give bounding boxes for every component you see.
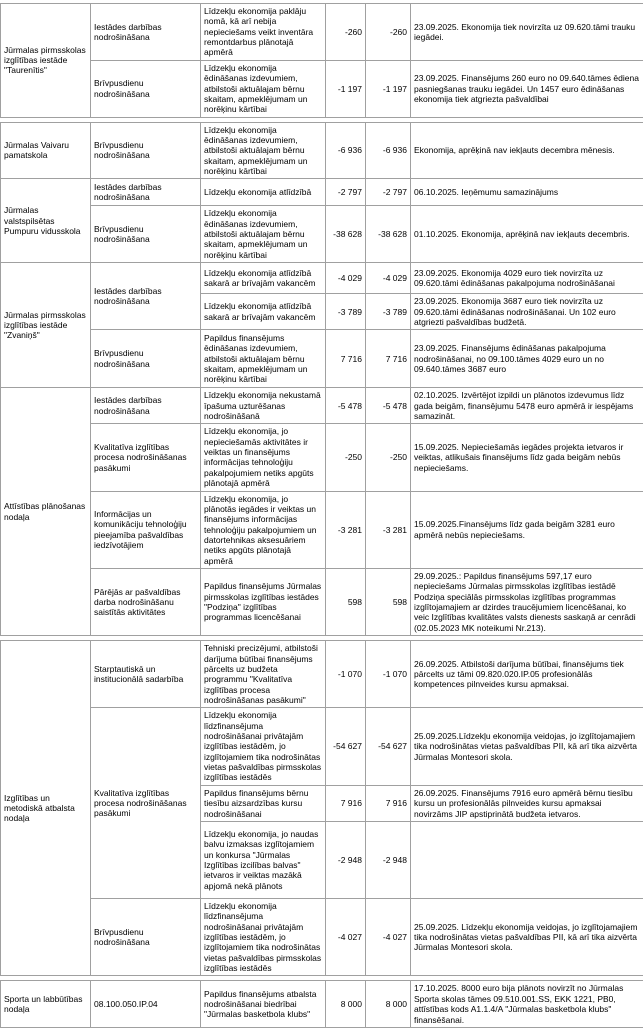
org-cell: Jūrmalas pirmsskolas izglītības iestāde "Zvaniņš" [1,263,91,388]
description-cell: Līdzekļu ekonomija atlīdzībā [201,179,326,206]
description-cell: Papildus finansējums ēdināšanas izdevumiem, atbilstoši aktuālajam bērnu skaitam, apmeklējumam un norēķinu kārtībai [201,330,326,388]
section-zvanins [1,263,643,388]
table-row [1,388,643,424]
table-row [1,708,643,786]
amount-cell: -1 070 [326,641,366,708]
amount-cell: -6 936 [366,122,411,179]
budget-amendments-table [0,3,643,1028]
amount-cell: -250 [366,424,411,491]
amount-cell: -1 197 [326,60,366,117]
section-izglitibas [1,641,643,976]
description-cell: Līdzekļu ekonomija, jo plānotās iegādes ir veiktas un finansējums informācijas tehnoloģiju pakalpojumiem un datortehnikas aksesuāriem netiks apgūts plānotajā apmērā [201,491,326,569]
description-cell: Līdzekļu ekonomija nekustamā īpašuma uzturēšanas nodrošināšanā [201,388,326,424]
amount-cell: -3 281 [326,491,366,569]
amount-cell: -1 197 [366,60,411,117]
section-sporta [1,981,643,1027]
amount-cell: 7 916 [366,785,411,821]
org-cell: Sporta un labbūtības nodaļa [1,981,91,1027]
description-cell: Līdzekļu ekonomija ēdināšanas izdevumiem, atbilstoši aktuālajam bērnu skaitam, apmeklējumam un norēķinu kārtībai [201,60,326,117]
comment-cell: 17.10.2025. 8000 euro bija plānots novirzīt no Jūrmalas Sporta skolas tāmes 09.510.001.SS, EKK 1221, PB0, attīstības kods A1.1.4/A "Jūrmalas basketbola klubs" finansēšanai. [411,981,643,1027]
amount-cell: 7 716 [326,330,366,388]
description-cell: Līdzekļu ekonomija līdzfinansējuma nodrošināšanai privātajām izglītības iestādēm, jo izglītojamiem tika nodrošinātas vietas pašvaldības pirmsskolas izglītības iestādēs [201,708,326,786]
section-taurenitis [1,4,643,118]
description-cell: Līdzekļu ekonomija, jo naudas balvu izmaksas izglītojamiem un konkursa "Jūrmalas Izglītības izcilības balvas" ietvaros ir veiktas mazākā apjomā nekā plānots [201,821,326,898]
program-cell: Brīvpusdienu nodrošināšana [91,122,201,179]
amount-cell: -54 627 [326,708,366,786]
table-row [1,569,643,636]
program-cell: Informācijas un komunikāciju tehnoloģiju pieejamība pašvaldības iedzīvotājiem [91,491,201,569]
comment-cell: Ekonomija, aprēķinā nav iekļauts decembra mēnesis. [411,122,643,179]
comment-cell: 15.09.2025.Finansējums līdz gada beigām 3281 euro apmērā nebūs nepieciešams. [411,491,643,569]
program-cell: Iestādes darbības nodrošināšana [91,263,201,330]
table-row [1,122,643,179]
comment-cell: 26.09.2025. Atbilstoši darījuma būtībai, finansējums tiek pārcelts uz tāmi 09.820.020.IP.05 profesionālās kompetences pilnveides kursu apmaksai. [411,641,643,708]
comment-cell: 02.10.2025. Izvērtējot izpildi un plānotos izdevumus līdz gada beigām, finansējumu 5478 euro apmērā ir iespējams samazināt. [411,388,643,424]
section-pumpuru [1,179,643,263]
program-cell: 08.100.050.IP.04 [91,981,201,1027]
comment-cell: 23.09.2025. Ekonomija 4029 euro tiek novirzīta uz 09.620.tāmi ēdināšanas pakalpojuma nodrošināšanai [411,263,643,294]
comment-cell: 23.09.2025. Ekonomija 3687 euro tiek novirzīta uz 09.620.tāmi ēdināšanas nodrošināšanai. Un 102 euro atgriezti pašvaldības budžetā. [411,294,643,330]
description-cell: Līdzekļu ekonomija atlīdzībā sakarā ar brīvajām vakancēm [201,294,326,330]
amount-cell: -5 478 [366,388,411,424]
org-cell: Izglītības un metodiskā atbalsta nodaļa [1,641,91,976]
table-row [1,491,643,569]
section-attistibas [1,388,643,636]
program-cell: Iestādes darbības nodrošināšana [91,179,201,206]
description-cell: Līdzekļu ekonomija paklāju nomā, kā arī nebija nepieciešams veikt inventāra remontdarbus plānotajā apmērā [201,4,326,61]
program-cell: Iestādes darbības nodrošināšana [91,4,201,61]
amount-cell: -4 029 [366,263,411,294]
amount-cell: -260 [366,4,411,61]
org-cell: Jūrmalas pirmsskolas izglītības iestāde "Taurenītis" [1,4,91,118]
amount-cell: -260 [326,4,366,61]
program-cell: Kvalitatīva izglītības procesa nodrošināšanas pasākumi [91,708,201,899]
amount-cell: 8 000 [366,981,411,1027]
org-cell: Attīstības plānošanas nodaļa [1,388,91,636]
program-cell: Brīvpusdienu nodrošināšana [91,60,201,117]
table-row [1,641,643,708]
amount-cell: -5 478 [326,388,366,424]
description-cell: Papildus finansējums bērnu tiesību aizsardzības kursu nodrošināšanai [201,785,326,821]
description-cell: Līdzekļu ekonomija atlīdzībā sakarā ar brīvajām vakancēm [201,263,326,294]
table-row [1,981,643,1027]
amount-cell: 8 000 [326,981,366,1027]
amount-cell: -2 797 [366,179,411,206]
amount-cell: -3 789 [326,294,366,330]
amount-cell: -1 070 [366,641,411,708]
program-cell: Brīvpusdienu nodrošināšana [91,330,201,388]
description-cell: Papildus finansējums Jūrmalas pirmsskolas izglītības iestādes "Podziņa" izglītības programmas licencēšanai [201,569,326,636]
amount-cell: -3 789 [366,294,411,330]
amount-cell: -38 628 [366,206,411,263]
amount-cell: -54 627 [366,708,411,786]
comment-cell [411,821,643,898]
description-cell: Papildus finansējums atbalsta nodrošināšanai biedrībai "Jūrmalas basketbola klubs" [201,981,326,1027]
comment-cell: 29.09.2025.: Papildus finansējums 597,17 euro nepieciešams Jūrmalas pirmsskolas izglītības iestādē Podziņa speciālās pirmsskolas izglītības programmas izglītojamajiem ar dzirdes traucējumiem licencēšanai, ko veic Izglītības kvalitātes valsts dienests saskaņā ar cenrādi (02.05.2023 MK noteikumi Nr.213). [411,569,643,636]
amount-cell: -250 [326,424,366,491]
table-row [1,179,643,206]
comment-cell: 25.09.2025.Līdzekļu ekonomija veidojas, jo izglītojamajiem tika nodrošinātas vietas pašvaldības PII, kā arī tika aizvērta Jūrmalas Montesori skola. [411,708,643,786]
comment-cell: 06.10.2025. Ieņēmumu samazinājums [411,179,643,206]
program-cell: Pārējās ar pašvaldības darba nodrošināšanu saistītās aktivitātes [91,569,201,636]
table-row [1,4,643,61]
program-cell: Iestādes darbības nodrošināšana [91,388,201,424]
program-cell: Kvalitatīva izglītības procesa nodrošināšanas pasākumi [91,424,201,491]
amount-cell: -4 029 [326,263,366,294]
org-cell: Jūrmalas valstspilsētas Pumpuru vidusskola [1,179,91,263]
table-row [1,206,643,263]
description-cell: Līdzekļu ekonomija līdzfinansējuma nodrošināšanai privātajām izglītības iestādēm, jo izglītojamiem tika nodrošinātas vietas pašvaldības pirmsskolas izglītības iestādēs [201,898,326,976]
amount-cell: -2 948 [326,821,366,898]
comment-cell: 15.09.2025. Nepieciešamās iegādes projekta ietvaros ir veiktas, atlikušais finansējums līdz gada beigām nebūs nepieciešams. [411,424,643,491]
program-cell: Brīvpusdienu nodrošināšana [91,898,201,976]
amount-cell: -4 027 [366,898,411,976]
amount-cell: -4 027 [326,898,366,976]
table-row [1,263,643,294]
amount-cell: -2 797 [326,179,366,206]
description-cell: Līdzekļu ekonomija ēdināšanas izdevumiem, atbilstoši aktuālajam bērnu skaitam, apmeklējumam un norēķinu kārtībai [201,122,326,179]
program-cell: Starptautiskā un institucionālā sadarbība [91,641,201,708]
program-cell: Brīvpusdienu nodrošināšana [91,206,201,263]
description-cell: Līdzekļu ekonomija ēdināšanas izdevumiem, atbilstoši aktuālajam bērnu skaitam, apmeklējumam un norēķinu kārtībai [201,206,326,263]
comment-cell: 23.09.2025. Ekonomija tiek novirzīta uz 09.620.tāmi trauku iegādei. [411,4,643,61]
section-vaivaru [1,122,643,179]
table-row [1,424,643,491]
comment-cell: 23.09.2025. Finansējums 260 euro no 09.640.tāmes ēdiena pasniegšanas trauku iegādei. Un 1457 euro ēdināšanas ekonomija tiek atgriezta pašvaldībai [411,60,643,117]
amount-cell: 598 [326,569,366,636]
comment-cell: 25.09.2025. Līdzekļu ekonomija veidojas, jo izglītojamajiem tika nodrošinātas vietas pašvaldības PII, kā arī tika aizvērta Jūrmalas Montesori skola. [411,898,643,976]
org-cell: Jūrmalas Vaivaru pamatskola [1,122,91,179]
table-row [1,898,643,976]
amount-cell: -38 628 [326,206,366,263]
comment-cell: 01.10.2025. Ekonomija, aprēķinā nav iekļauts decembris. [411,206,643,263]
amount-cell: 7 716 [366,330,411,388]
amount-cell: -6 936 [326,122,366,179]
amount-cell: -3 281 [366,491,411,569]
amount-cell: -2 948 [366,821,411,898]
table-row [1,60,643,117]
table-row [1,330,643,388]
description-cell: Līdzekļu ekonomija, jo nepieciešamās aktivitātes ir veiktas un finansējums informācijas tehnoloģiju pakalpojumiem netiks apgūts plānotajā apmērā [201,424,326,491]
amount-cell: 7 916 [326,785,366,821]
amount-cell: 598 [366,569,411,636]
description-cell: Tehniski precizējumi, atbilstoši darījuma būtībai finansējums pārcelts uz budžeta programmu "Kvalitatīva izglītības procesa nodrošināšanas pasākumi" [201,641,326,708]
comment-cell: 26.09.2025. Finansējums 7916 euro apmērā bērnu tiesību kursu un profesionālās pilnveides kursu apmaksai novirzāms JIP apstiprinātā budžeta ietvaros. [411,785,643,821]
comment-cell: 23.09.2025. Finansējums ēdināšanas pakalpojuma nodrošināšanai, no 09.100.tāmes 4029 euro un no 09.640.tāmes 3687 euro [411,330,643,388]
